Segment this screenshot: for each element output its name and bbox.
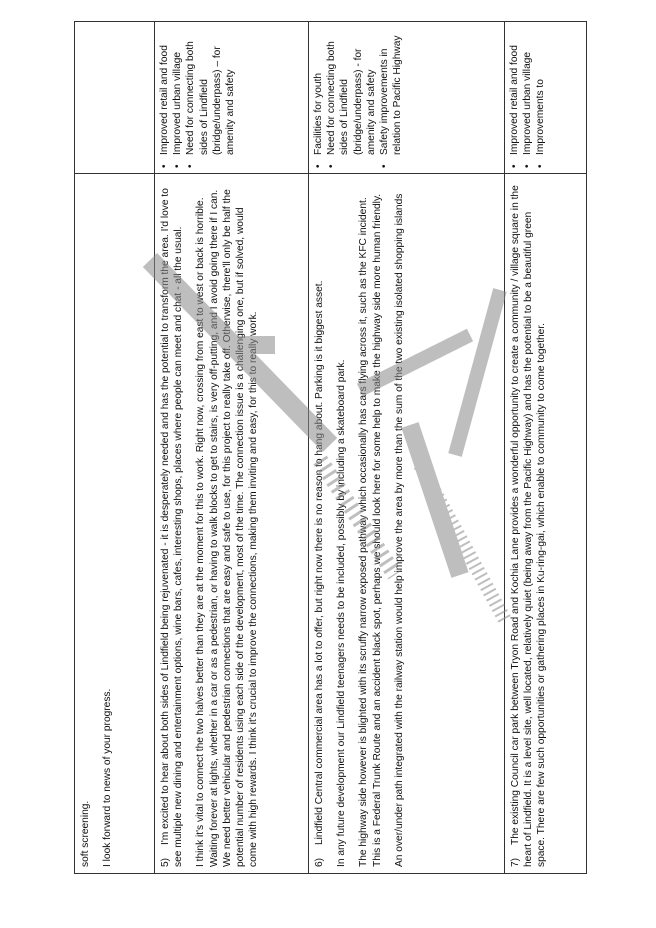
theme-item: • Improved urban village bbox=[521, 26, 534, 155]
comment-number: 6) bbox=[314, 857, 325, 867]
comment-paragraph: The highway side however is blighted with its scruffy narrow exposed pathway which occasionally has cars flying across it, such as the KFC incident. This is a Federal Trunk Route and an accident black spot, perhaps we should look here for some help to make the highway side more human friendly. bbox=[358, 193, 383, 867]
comment-paragraph: I think it's vital to connect the two halves better than they are at the moment for this to work. Right now, crossing from east to west or back is horrible. Waiting forever at lights, whether in a car or as a pedestrian, or having to walk blocks to get to stairs, is very off-putting, and I avoid going there if I can. We need better vehicular and pedestrian connections that are easy and safe to use, for this project to really take off. Otherwise, there'll only be half the potential number of residents using each side of the development, most of the time. The connection issue is a challenging one, but if solved, would come with high rewards. I think it's crucial to improve the connections, making them inviting and easy, for this to really work. bbox=[195, 189, 260, 867]
theme-item: • Safety improvements in relation to Pacific Highway bbox=[378, 26, 404, 155]
comment-cell bbox=[155, 174, 309, 874]
comment-paragraph: 6)Lindfield Central commercial area has a lot to offer, but right now there is no reason to hang about. Parking is it biggest asset. bbox=[314, 280, 325, 867]
comment-paragraph: I look forward to news of your progress. bbox=[102, 688, 114, 867]
theme-cell bbox=[75, 22, 155, 174]
theme-list bbox=[158, 26, 237, 169]
table-row bbox=[75, 22, 155, 874]
comment-number: 5) bbox=[160, 857, 171, 867]
theme-item: • Improved urban village bbox=[171, 26, 184, 155]
theme-item: • Facilities for youth bbox=[312, 26, 325, 155]
theme-cell bbox=[309, 22, 505, 174]
comment-paragraph: 5)I'm excited to hear about both sides of Lindfield being rejuvenated - it is desperately needed and has the potential to transform the area. I'd love to see multiple new dining and entertainment options, wine bars, cafes, interesting shops, places where people can meet and chat - all the usual. bbox=[160, 188, 185, 867]
theme-list bbox=[508, 26, 548, 169]
submissions-table bbox=[74, 21, 587, 874]
theme-item: • Need for connecting both sides of Lindfield (bridge/underpass) - for amenity and safety bbox=[325, 26, 378, 155]
theme-item: • Need for connecting both sides of Lindfield (bridge/underpass) – for amenity and safety bbox=[184, 26, 237, 155]
rotated-page bbox=[74, 22, 586, 874]
comment-cell bbox=[505, 174, 587, 874]
theme-cell bbox=[505, 22, 587, 174]
table-row bbox=[505, 22, 587, 874]
comment-number: 7) bbox=[510, 857, 521, 867]
comment-cell bbox=[309, 174, 505, 874]
theme-item: • Improved retail and food bbox=[158, 26, 171, 155]
theme-list bbox=[312, 26, 404, 169]
comment-paragraph: soft screening. bbox=[80, 800, 91, 867]
table-row bbox=[309, 22, 505, 874]
theme-item: • Improved retail and food bbox=[508, 26, 521, 155]
table-row bbox=[155, 22, 309, 874]
theme-item: • Improvements to bbox=[534, 26, 547, 155]
comment-paragraph: In any future development our Lindfield teenagers needs to be included, possibly by including a skateboard park. bbox=[336, 359, 348, 867]
comment-cell bbox=[75, 174, 155, 874]
comment-paragraph: 7)The existing Council car park between Tryon Road and Kochia Lane provides a wonderful opportunity to create a community / village square in the heart of Lindfield. It is a level site, well located, relatively quiet (being away from the Pacific Highway) and has the potential to be a beautiful green space. There are few such opportunities or gathering places in Ku-ring-gai, which enable to community to come together. bbox=[510, 185, 548, 867]
comment-paragraph: An over/under path integrated with the railway station would help improve the area by more than the sum of the two existing isolated shopping islands bbox=[393, 193, 405, 867]
theme-cell bbox=[155, 22, 309, 174]
